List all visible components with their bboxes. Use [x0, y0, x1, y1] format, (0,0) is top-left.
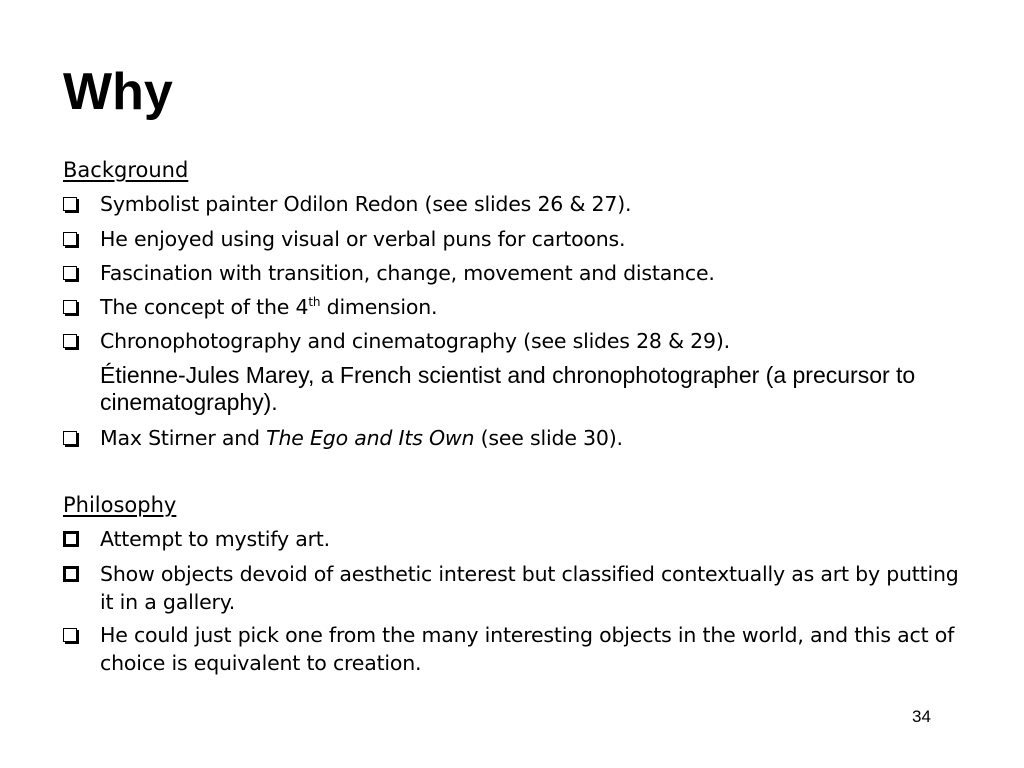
list-item-text: Attempt to mystify art. — [100, 527, 330, 551]
list-item — [63, 621, 963, 677]
list-item — [63, 424, 963, 452]
checkbox-bullet-icon — [63, 334, 77, 348]
list-item-text: Max Stirner and The Ego and Its Own (see slide 30). — [100, 426, 623, 450]
book-title: The Ego and Its Own — [266, 426, 475, 450]
list-item — [63, 259, 963, 287]
page-number: 34 — [912, 707, 931, 726]
list-item-text: Chronophotography and cinematography (see slides 28 & 29). — [100, 329, 730, 353]
list-item — [63, 190, 963, 218]
superscript: th — [308, 295, 321, 309]
list-item-text: Show objects devoid of aesthetic interest but classified contextually as art by putting it in a gallery. — [100, 562, 959, 614]
list-item-text: Symbolist painter Odilon Redon (see slides 26 & 27). — [100, 192, 632, 216]
list-item — [63, 560, 963, 616]
checkbox-bullet-icon — [63, 628, 77, 642]
list-item-text: He could just pick one from the many interesting objects in the world, and this act of choice is equivalent to creation. — [100, 623, 955, 675]
checkbox-bullet-icon — [63, 300, 77, 314]
checkbox-bullet-icon — [63, 431, 77, 445]
square-bullet-icon — [63, 531, 79, 547]
square-bullet-icon — [63, 566, 79, 582]
list-item — [63, 225, 963, 253]
list-item — [63, 327, 963, 355]
checkbox-bullet-icon — [63, 197, 77, 211]
philosophy-heading: Philosophy — [63, 493, 177, 517]
checkbox-bullet-icon — [63, 232, 77, 246]
checkbox-bullet-icon — [63, 266, 77, 280]
list-item — [63, 525, 963, 553]
sub-note: Étienne-Jules Marey, a French scientist and chronophotographer (a precursor to cinematography). — [100, 362, 916, 415]
background-heading: Background — [63, 158, 189, 182]
list-item-text: He enjoyed using visual or verbal puns for cartoons. — [100, 227, 626, 251]
list-item-text: Fascination with transition, change, movement and distance. — [100, 261, 715, 285]
list-item — [63, 293, 963, 321]
slide-title: Why — [63, 63, 173, 121]
list-item-text: The concept of the 4th dimension. — [100, 295, 438, 319]
